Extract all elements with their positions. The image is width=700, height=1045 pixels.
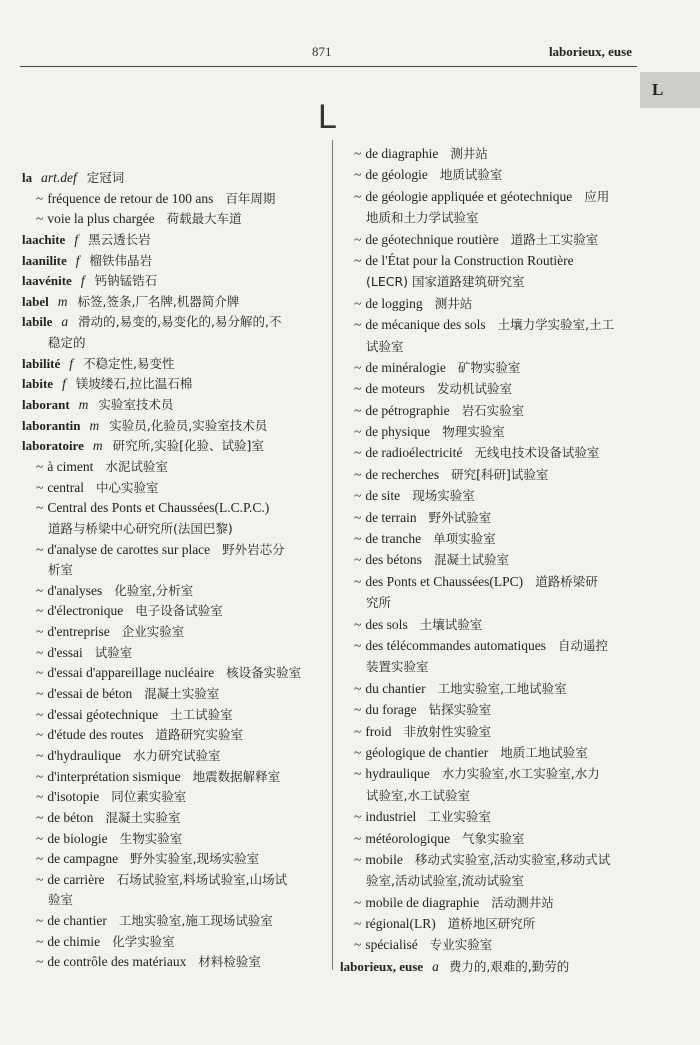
chinese-definition: 实验室技术员	[98, 397, 174, 413]
french-phrase: de chimie	[47, 933, 101, 949]
chinese-definition: 野外实验室,现场实验室	[130, 851, 260, 867]
chinese-definition: 土工试验室	[170, 706, 233, 722]
chinese-definition: 钻探实验室	[428, 702, 492, 718]
tilde-symbol: ~	[36, 665, 44, 681]
sub-entry	[340, 571, 640, 592]
chinese-definition: 究所	[366, 595, 392, 611]
french-phrase: des bétons	[365, 552, 422, 568]
french-phrase: de chantier	[47, 913, 107, 929]
tilde-symbol: ~	[36, 789, 44, 805]
tilde-symbol: ~	[354, 167, 362, 183]
chinese-definition: 移动式实验室,活动实验室,移动式试	[414, 851, 611, 867]
french-phrase: de biologie	[47, 830, 108, 846]
french-phrase: d'essai géotechnique	[47, 706, 159, 722]
french-phrase: de béton	[47, 809, 94, 825]
dictionary-entry	[340, 956, 640, 977]
tilde-symbol: ~	[36, 809, 44, 825]
french-phrase: hydraulique	[365, 766, 430, 782]
chinese-definition: 析室	[48, 562, 74, 578]
chinese-definition: 装置实验室	[366, 659, 429, 675]
tilde-symbol: ~	[354, 188, 362, 204]
french-phrase: d'essai	[47, 644, 83, 660]
french-phrase: de carrière	[47, 871, 105, 887]
chinese-definition: 测井站	[434, 295, 473, 311]
sub-entry	[22, 540, 327, 561]
tilde-symbol: ~	[354, 744, 362, 760]
chinese-definition: 非放射性实验室	[403, 723, 492, 739]
chinese-definition: 岩石实验室	[461, 402, 525, 418]
tilde-symbol: ~	[354, 252, 362, 268]
sub-entry	[340, 507, 640, 528]
french-phrase: de terrain	[365, 509, 417, 525]
tilde-symbol: ~	[354, 381, 362, 397]
tilde-symbol: ~	[36, 624, 44, 640]
sub-entry	[340, 357, 640, 378]
french-phrase: d'électronique	[47, 603, 124, 619]
tilde-symbol: ~	[36, 871, 44, 887]
tilde-symbol: ~	[354, 402, 362, 418]
chinese-definition: 道桥地区研究所	[447, 916, 536, 932]
sub-entry	[22, 643, 327, 664]
french-phrase: de pétrographie	[365, 402, 450, 418]
chinese-definition: 化验室,分析室	[114, 582, 194, 598]
sub-entry	[340, 721, 640, 742]
chinese-definition: 矿物实验室	[457, 359, 521, 375]
part-of-speech: m	[89, 417, 100, 433]
tilde-symbol: ~	[354, 637, 362, 653]
left-column	[22, 168, 327, 973]
chinese-definition: 钙钠锰锆石	[94, 273, 158, 289]
sub-entry	[22, 684, 327, 705]
french-phrase: d'essai d'appareillage nucléaire	[47, 665, 215, 681]
tilde-symbol: ~	[354, 937, 362, 953]
french-phrase: d'étude des routes	[47, 727, 144, 743]
part-of-speech: a	[432, 958, 439, 974]
tilde-symbol: ~	[354, 445, 362, 461]
french-phrase: de recherches	[365, 466, 440, 482]
continuation-line	[340, 592, 640, 613]
tilde-symbol: ~	[354, 616, 362, 632]
part-of-speech: f	[69, 355, 74, 371]
french-phrase: de minéralogie	[365, 359, 446, 375]
dictionary-entry	[22, 436, 327, 457]
french-phrase: des Ponts et Chaussées(LPC)	[365, 573, 524, 589]
sub-entry	[340, 442, 640, 463]
chinese-definition: 道路与桥梁中心研究所(法国巴黎)	[48, 520, 233, 536]
french-phrase: de contrôle des matériaux	[47, 954, 187, 970]
sub-entry	[340, 913, 640, 934]
sub-entry	[22, 478, 327, 499]
headword: la	[22, 170, 33, 185]
dictionary-entry	[22, 292, 327, 313]
header-rule	[20, 66, 637, 67]
chinese-definition: 验室	[48, 892, 74, 908]
continuation-line	[340, 207, 640, 228]
sub-entry	[340, 143, 640, 164]
sub-entry	[340, 229, 640, 250]
sub-entry	[340, 528, 640, 549]
tilde-symbol: ~	[36, 541, 44, 557]
sub-entry	[340, 464, 640, 485]
tilde-symbol: ~	[354, 766, 362, 782]
continuation-line	[22, 890, 327, 911]
sub-entry	[22, 870, 327, 891]
chinese-definition: 物理实验室	[442, 424, 505, 440]
part-of-speech: f	[80, 273, 85, 289]
tilde-symbol: ~	[36, 830, 44, 846]
tilde-symbol: ~	[354, 146, 362, 161]
sub-entry	[22, 787, 327, 808]
continuation-line	[340, 336, 640, 357]
sub-entry	[22, 808, 327, 829]
sub-entry	[22, 663, 327, 684]
sub-entry	[340, 421, 640, 442]
chinese-definition: 测井站	[450, 146, 488, 161]
french-phrase: de diagraphie	[365, 146, 439, 161]
column-divider	[332, 140, 333, 970]
headword: laanilite	[22, 252, 67, 268]
chinese-definition: 土壤试验室	[419, 616, 483, 632]
headword: laborant	[22, 397, 70, 413]
sub-entry	[340, 806, 640, 827]
dictionary-entry	[22, 416, 327, 437]
tilde-symbol: ~	[36, 954, 44, 970]
part-of-speech: m	[92, 438, 103, 454]
dictionary-entry	[22, 230, 327, 251]
running-head: laborieux, euse	[548, 44, 632, 59]
chinese-definition: 应用	[584, 188, 610, 204]
chinese-definition: 无线电技术设备试验室	[474, 445, 600, 461]
sub-entry	[340, 186, 640, 207]
chinese-definition: 稳定的	[48, 335, 86, 351]
sub-entry	[340, 378, 640, 399]
chinese-definition: 荷载最大车道	[166, 211, 242, 227]
french-phrase: mobile	[365, 851, 403, 867]
tilde-symbol: ~	[354, 317, 362, 333]
tilde-symbol: ~	[36, 458, 44, 474]
french-phrase: central	[47, 479, 85, 495]
french-phrase: d'analyse de carottes sur place	[47, 541, 211, 557]
chinese-definition: 地质和土力学试验室	[366, 210, 479, 226]
chinese-definition: 镁坡缕石,拉比温石棉	[75, 376, 193, 392]
sub-entry	[340, 828, 640, 849]
part-of-speech: m	[57, 293, 68, 309]
chinese-definition: 道路研究实验室	[155, 727, 243, 743]
continuation-line	[340, 785, 640, 806]
tilde-symbol: ~	[354, 231, 362, 247]
tilde-symbol: ~	[36, 582, 44, 598]
tilde-symbol: ~	[354, 702, 362, 718]
tilde-symbol: ~	[354, 488, 362, 504]
sub-entry	[340, 699, 640, 720]
tilde-symbol: ~	[354, 295, 362, 311]
french-phrase: des télécommandes automatiques	[365, 637, 547, 653]
chinese-definition: 自动遥控	[558, 637, 609, 653]
tilde-symbol: ~	[354, 509, 362, 525]
chinese-definition: 水力实验室,水工实验室,水力	[441, 766, 600, 782]
continuation-line	[340, 271, 640, 292]
chinese-definition: 费力的,艰难的,勤劳的	[448, 958, 570, 974]
sub-entry	[22, 829, 327, 850]
tilde-symbol: ~	[354, 723, 362, 739]
french-phrase: du chantier	[365, 680, 426, 696]
tilde-symbol: ~	[354, 424, 362, 440]
part-of-speech: art.def	[41, 170, 77, 185]
chinese-definition: 不稳定性,易变性	[83, 355, 175, 371]
tilde-symbol: ~	[36, 933, 44, 949]
french-phrase: de géologie appliquée et géotechnique	[365, 188, 573, 204]
tilde-symbol: ~	[36, 686, 44, 702]
sub-entry	[22, 952, 327, 973]
continuation-line	[22, 519, 327, 540]
french-phrase: régional(LR)	[365, 916, 436, 932]
sub-entry	[22, 581, 327, 602]
tilde-symbol: ~	[36, 913, 44, 929]
chinese-definition: 试验室,水工试验室	[366, 787, 470, 803]
headword: labilité	[22, 355, 61, 371]
tilde-symbol: ~	[36, 747, 44, 763]
chinese-definition: 验室,活动试验室,流动试验室	[366, 873, 524, 889]
french-phrase: spécialisé	[365, 937, 418, 953]
french-phrase: de l'État pour la Construction Routière	[365, 252, 574, 268]
chinese-definition: 混凝土试验室	[433, 552, 509, 568]
chinese-definition: 水力研究试验室	[132, 747, 221, 763]
chinese-definition: 滑动的,易变的,易变化的,易分解的,不	[78, 314, 282, 330]
french-phrase: de géologie	[365, 167, 428, 183]
chinese-definition: 研究[科研]试验室	[451, 466, 549, 482]
chinese-definition: 实验员,化验员,实验室技术员	[109, 417, 268, 433]
tilde-symbol: ~	[36, 500, 44, 516]
sub-entry	[22, 767, 327, 788]
sub-entry	[22, 622, 327, 643]
chinese-definition: 定冠词	[86, 170, 125, 185]
chinese-definition: 工地实验室,施工现场试验室	[118, 913, 273, 929]
headword: laboratoire	[22, 438, 84, 454]
french-phrase: mobile de diagraphie	[365, 894, 480, 910]
chinese-definition: 土壤力学实验室,土工	[497, 317, 615, 333]
dictionary-entry	[22, 168, 327, 189]
chinese-definition: 石场试验室,料场试验室,山场试	[116, 871, 288, 887]
french-phrase: géologique de chantier	[365, 744, 489, 760]
sub-entry	[340, 314, 640, 335]
sub-entry	[340, 635, 640, 656]
french-phrase: industriel	[365, 809, 417, 825]
sub-entry	[340, 763, 640, 784]
chinese-definition: 核设备实验室	[226, 665, 302, 681]
french-phrase: des sols	[365, 616, 408, 632]
section-letter: L	[318, 98, 337, 136]
sub-entry	[22, 457, 327, 478]
sub-entry	[340, 849, 640, 870]
sub-entry	[340, 485, 640, 506]
continuation-line	[340, 870, 640, 891]
chinese-definition: 专业实验室	[429, 937, 493, 953]
chinese-definition: 发动机试验室	[436, 381, 512, 397]
chinese-definition: 野外试验室	[428, 509, 492, 525]
french-phrase: du forage	[365, 702, 417, 718]
chinese-definition: 化学实验室	[112, 933, 175, 949]
dictionary-entry	[22, 354, 327, 375]
chinese-definition: 单项实验室	[433, 531, 496, 547]
chinese-definition: 混凝土实验室	[144, 686, 220, 702]
tilde-symbol: ~	[36, 603, 44, 619]
sub-entry	[22, 189, 327, 210]
sub-entry	[22, 932, 327, 953]
french-phrase: météorologique	[365, 830, 451, 846]
continuation-line	[340, 656, 640, 677]
sub-entry	[340, 678, 640, 699]
tilde-symbol: ~	[354, 851, 362, 867]
french-phrase: froid	[365, 723, 392, 739]
sub-entry	[22, 849, 327, 870]
dictionary-entry	[22, 374, 327, 395]
headword: laborieux, euse	[340, 958, 424, 974]
sub-entry	[340, 934, 640, 955]
tilde-symbol: ~	[354, 359, 362, 375]
part-of-speech: f	[62, 376, 66, 392]
sub-entry	[22, 911, 327, 932]
french-phrase: de moteurs	[365, 381, 425, 397]
french-phrase: de physique	[365, 424, 431, 440]
chinese-definition: 工业实验室	[428, 809, 491, 825]
sub-entry	[340, 742, 640, 763]
chinese-definition: 试验室	[94, 644, 133, 660]
tilde-symbol: ~	[354, 552, 362, 568]
tilde-symbol: ~	[354, 573, 362, 589]
sub-entry	[340, 892, 640, 913]
tilde-symbol: ~	[354, 809, 362, 825]
chinese-definition: 材料检验室	[198, 954, 261, 970]
chinese-definition: 道路桥梁研	[535, 573, 598, 589]
chinese-definition: 活动测井站	[491, 894, 554, 910]
french-phrase: d'interprétation sismique	[47, 768, 181, 784]
sub-entry	[22, 705, 327, 726]
chinese-definition: 地质试验室	[439, 167, 503, 183]
part-of-speech: a	[61, 314, 69, 330]
chinese-definition: 研究所,实验[化验、试验]室	[112, 438, 264, 454]
sub-entry	[22, 498, 327, 519]
tilde-symbol: ~	[36, 768, 44, 784]
french-phrase: d'analyses	[47, 582, 103, 598]
headword: laavénite	[22, 273, 72, 289]
chinese-definition: 企业实验室	[121, 624, 185, 640]
chinese-definition: 中心实验室	[96, 479, 159, 495]
french-phrase: de site	[365, 488, 401, 504]
chinese-definition: 同位素实验室	[111, 789, 187, 805]
chinese-definition: 野外岩芯分	[222, 541, 285, 557]
headword: laachite	[22, 231, 66, 247]
tilde-symbol: ~	[354, 830, 362, 846]
sub-entry	[22, 601, 327, 622]
tilde-symbol: ~	[354, 466, 362, 482]
sub-entry	[340, 250, 640, 271]
french-phrase: d'hydraulique	[47, 747, 121, 763]
tilde-symbol: ~	[36, 727, 44, 743]
tilde-symbol: ~	[36, 190, 44, 206]
sub-entry	[340, 549, 640, 570]
part-of-speech: f	[74, 231, 79, 247]
dictionary-entry	[22, 395, 327, 416]
french-phrase: Central des Ponts et Chaussées(L.C.P.C.)	[47, 500, 270, 516]
french-phrase: de logging	[365, 295, 423, 311]
headword: labite	[22, 376, 54, 392]
tilde-symbol: ~	[36, 851, 44, 867]
tilde-symbol: ~	[36, 706, 44, 722]
chinese-definition: 工地实验室,工地试验室	[437, 680, 567, 696]
dictionary-entry	[22, 312, 327, 333]
tilde-symbol: ~	[354, 894, 362, 910]
french-phrase: de géotechnique routière	[365, 231, 499, 247]
tilde-symbol: ~	[36, 211, 44, 227]
chinese-definition: 榴铁伟晶岩	[89, 252, 153, 268]
chinese-definition: 电子设备试验室	[135, 603, 223, 619]
letter-thumb-tab: L	[640, 72, 700, 108]
sub-entry	[340, 400, 640, 421]
chinese-definition: 水泥试验室	[105, 458, 168, 474]
continuation-line	[22, 560, 327, 581]
tilde-symbol: ~	[36, 479, 44, 495]
page-number: 871	[312, 44, 332, 59]
chinese-definition: 黑云透长岩	[88, 231, 151, 247]
chinese-definition: 地震数据解释室	[192, 768, 281, 784]
right-column	[340, 143, 640, 977]
headword: label	[22, 293, 49, 309]
dictionary-entry	[22, 271, 327, 292]
french-phrase: de mécanique des sols	[365, 317, 486, 333]
part-of-speech: m	[78, 397, 89, 413]
chinese-definition: 生物实验室	[119, 830, 183, 846]
chinese-definition: 试验室	[366, 338, 404, 354]
french-phrase: d'entreprise	[47, 624, 110, 640]
chinese-definition: 地质工地试验室	[500, 744, 588, 760]
chinese-definition: 道路土工实验室	[510, 231, 599, 247]
chinese-definition: (LECR) 国家道路建筑研究室	[366, 274, 525, 290]
tilde-symbol: ~	[354, 531, 362, 547]
sub-entry	[22, 209, 327, 230]
part-of-speech: f	[75, 252, 80, 268]
french-phrase: d'essai de béton	[47, 686, 133, 702]
french-phrase: fréquence de retour de 100 ans	[47, 190, 214, 206]
dictionary-entry	[22, 251, 327, 272]
chinese-definition: 混凝土实验室	[105, 809, 181, 825]
french-phrase: voie la plus chargée	[47, 211, 155, 227]
sub-entry	[340, 614, 640, 635]
french-phrase: de radioélectricité	[365, 445, 463, 461]
sub-entry	[340, 293, 640, 314]
tilde-symbol: ~	[354, 916, 362, 932]
tilde-symbol: ~	[354, 680, 362, 696]
french-phrase: de tranche	[365, 531, 422, 547]
headword: labile	[22, 314, 53, 330]
french-phrase: à ciment	[47, 458, 94, 474]
chinese-definition: 现场实验室	[412, 488, 475, 504]
tilde-symbol: ~	[36, 644, 44, 660]
chinese-definition: 标签,签条,厂名牌,机器简介牌	[77, 293, 240, 309]
sub-entry	[22, 746, 327, 767]
french-phrase: d'isotopie	[47, 789, 100, 805]
chinese-definition: 气象实验室	[462, 830, 525, 846]
headword: laborantin	[22, 417, 81, 433]
french-phrase: de campagne	[47, 851, 119, 867]
sub-entry	[340, 164, 640, 185]
sub-entry	[22, 725, 327, 746]
chinese-definition: 百年周期	[225, 190, 276, 206]
continuation-line	[22, 333, 327, 354]
